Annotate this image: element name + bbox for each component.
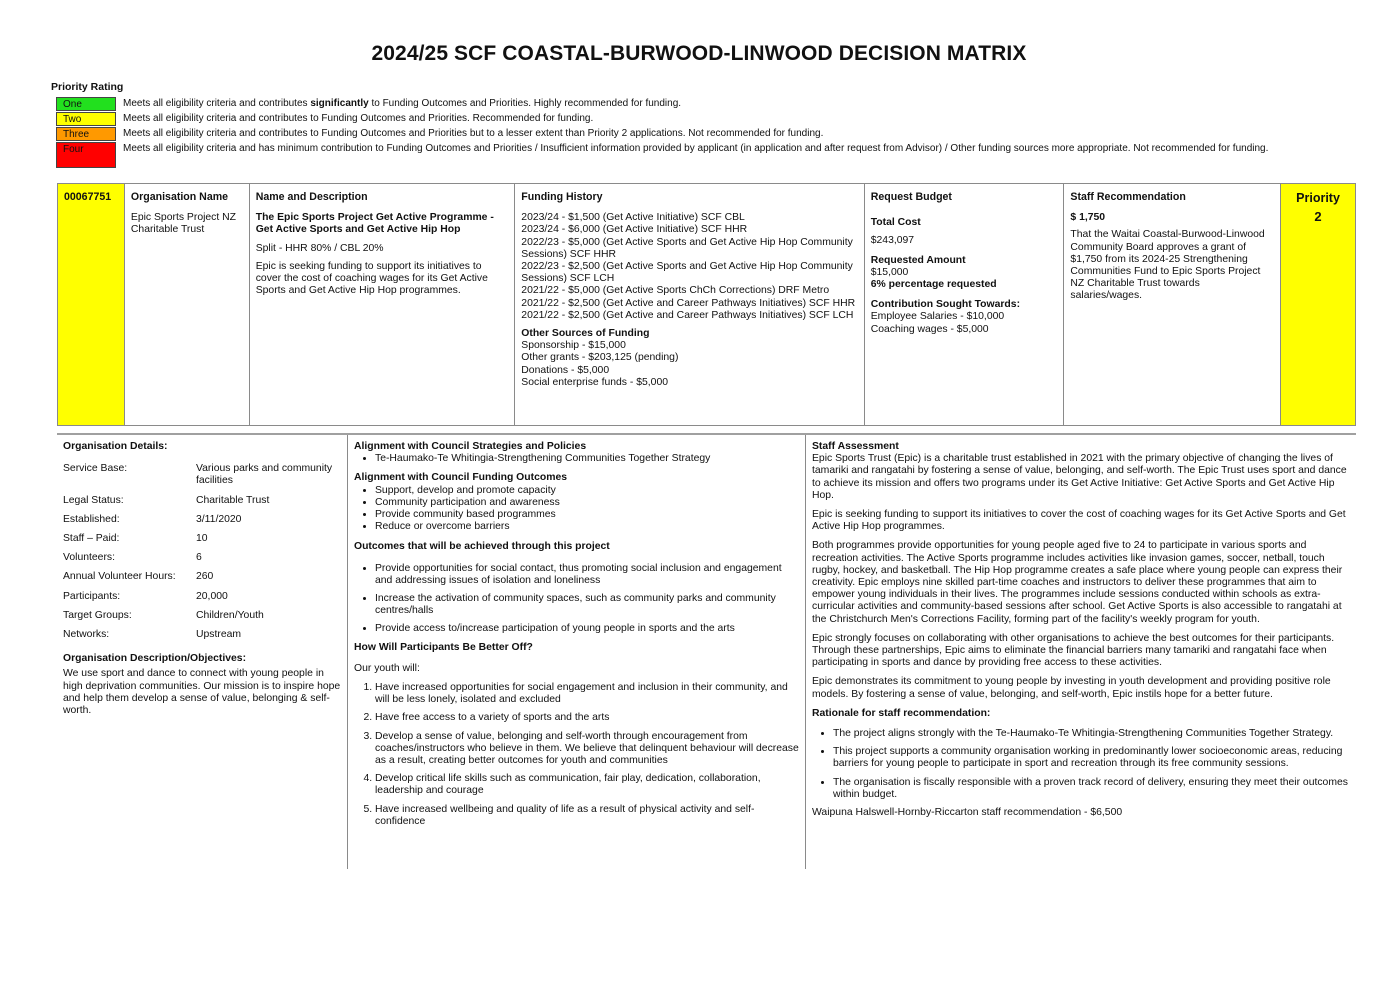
list-item: 5. Have increased wellbeing and quality of life as a result of physical activity and self-confidence	[375, 804, 799, 828]
assessment-paragraph: Epic is seeking funding to support its initiatives to cover the cost of coaching wages for its Get Active Sports and Get Active Hip Hop programmes.	[812, 509, 1346, 533]
detail-row-target-groups: Target Groups: Children/Youth	[63, 609, 264, 621]
detail-row-participants: Participants: 20,000	[63, 590, 228, 602]
alignment-panel	[348, 435, 806, 869]
contribution-item: Coaching wages - $5,000	[870, 323, 989, 335]
detail-row-volunteers: Volunteers: 6	[63, 552, 202, 564]
other-source-item: Sponsorship - $15,000	[521, 340, 626, 352]
history-item: 2022/23 - $2,500 (Get Active Sports and Get Active Hip Hop Community Sessions) SCF LCH	[521, 261, 853, 285]
legend-row-three	[56, 127, 1316, 141]
list-item: • Provide community based programmes	[375, 509, 799, 521]
funding-outcomes-header: Alignment with Council Funding Outcomes	[354, 472, 567, 484]
application-id-cell	[58, 184, 125, 425]
assessment-paragraph: Epic strongly focuses on collaborating with other organisations to achieve the best outcomes for their participants. Through these partnerships, Epic aims to eliminate the financial barriers many tamariki and rangatahi face when participating in sports and dance by providing free access to these activities.	[812, 632, 1335, 669]
staff-assessment-panel	[806, 435, 1356, 869]
requested-amount-label: Requested Amount	[870, 254, 966, 266]
list-item: • Provide access to/increase participation of young people in sports and the arts	[375, 623, 799, 635]
detail-row-legal-status: Legal Status: Charitable Trust	[63, 494, 270, 506]
description-header: Name and Description	[255, 191, 368, 203]
funding-history-header: Funding History	[521, 191, 603, 203]
priority-four-swatch: Four	[56, 142, 116, 168]
priority-cell	[1281, 184, 1355, 425]
funding-history-cell	[515, 184, 864, 425]
priority-two-swatch: Two	[56, 112, 116, 126]
project-name: The Epic Sports Project Get Active Programme - Get Active Sports and Get Active Hip Hop	[255, 212, 494, 236]
project-description: Epic is seeking funding to support its initiatives to cover the cost of coaching wages for its Get Active Sports and Get Active Hip Hop programmes.	[255, 260, 488, 297]
list-item: 4. Develop critical life skills such as communication, fair play, dedication, collaboration, leadership and courage	[375, 773, 799, 797]
detail-row-volunteer-hours: Annual Volunteer Hours: 260	[63, 571, 214, 583]
detail-row-established: Established: 3/11/2020	[63, 513, 242, 525]
list-item: • The project aligns strongly with the Te-Haumako-Te Whitingia-Strengthening Communities Together Strategy.	[833, 728, 1350, 740]
priority-two-text: Meets all eligibility criteria and contributes to Funding Outcomes and Priorities. Recommended for funding.	[123, 113, 594, 124]
priority-value: 2	[1314, 209, 1322, 225]
priority-one-swatch: One	[56, 97, 116, 111]
recommended-amount: $ 1,750	[1070, 212, 1106, 224]
list-item: • Provide opportunities for social contact, thus promoting social inclusion and engagement and addressing issues of isolation and loneliness	[375, 563, 799, 587]
strategies-header: Alignment with Council Strategies and Policies	[354, 441, 587, 452]
org-details-header: Organisation Details:	[63, 441, 168, 452]
priority-header: Priority	[1296, 191, 1340, 205]
funding-outcomes-list	[354, 485, 799, 534]
other-source-item: Donations - $5,000	[521, 364, 610, 376]
list-item: 2. Have free access to a variety of sports and the arts	[375, 712, 799, 724]
staff-recommendation-cell	[1064, 184, 1281, 425]
detail-row-staff-paid: Staff – Paid: 10	[63, 533, 208, 545]
priority-legend	[56, 97, 1316, 169]
list-item: 3. Develop a sense of value, belonging and self-worth through encouragement from coaches/instructors who believe in them. We believe that delinquent behaviour will decrease as a result, creating better outcomes for youth and communities	[375, 731, 799, 768]
legend-row-four	[56, 142, 1316, 168]
list-item: • Reduce or overcome barriers	[375, 521, 799, 533]
history-item: 2023/24 - $1,500 (Get Active Initiative) SCF CBL	[521, 212, 745, 224]
priority-one-text: Meets all eligibility criteria and contributes significantly to Funding Outcomes and Priorities. Highly recommended for funding.	[123, 98, 682, 109]
priority-three-swatch: Three	[56, 127, 116, 141]
better-off-list	[354, 682, 799, 828]
requested-amount-value: $15,000	[870, 266, 909, 278]
assessment-paragraph: Both programmes provide opportunities for young people aged five to 24 to participate in various sports and recreation activities. The Active Sports programme includes activities like invasion games, soccer, netball, touch rugby, hockey, and basketball. The Hip Hop programme creates a safe place where young people can express their creativity. Epic employs nine skilled part-time coaches and instructors to deliver these programmes that aim to empower young individuals in their lives. The programmes include sessions conducted within schools as extra-curricular activities and community-based sessions after school. Get Active Sports is also accessible to rangatahi at the Christchurch Men's Corrections Facility, forming part of the facility's weekly program for youth.	[812, 540, 1343, 625]
priority-three-text: Meets all eligibility criteria and contributes to Funding Outcomes and Priorities but to a lesser extent than Priority 2 applications. Not recommended for funding.	[123, 128, 824, 139]
org-description: We use sport and dance to connect with young people in high deprivation communities. Our mission is to inspire hope and help them develop a sense of value, belonging & self-worth.	[63, 668, 341, 717]
strategies-list	[354, 453, 799, 465]
history-item: 2022/23 - $5,000 (Get Active Sports and Get Active Hip Hop Community Sessions) SCF HHR	[521, 236, 853, 260]
decision-matrix-row	[57, 183, 1356, 426]
assessment-paragraph: Epic Sports Trust (Epic) is a charitable trust established in 2021 with the primary objective of changing the lives of tamariki and rangatahi by fostering a sense of value, belonging, and self-worth. The Epic Trust uses sport and dance to achieve its mission and offers two programs under its Get Active Initiative: Get Active Sports and Get Active Hip Hop.	[812, 453, 1347, 501]
list-item: • Te-Haumako-Te Whitingia-Strengthening Communities Together Strategy	[375, 453, 799, 465]
application-id: 00067751	[64, 191, 112, 203]
rationale-header: Rationale for staff recommendation:	[812, 707, 991, 719]
staff-recommendation-header: Staff Recommendation	[1070, 191, 1186, 203]
page-title: 2024/25 SCF COASTAL-BURWOOD-LINWOOD DECISION MATRIX	[371, 42, 1027, 65]
description-cell	[250, 184, 516, 425]
contribution-item: Employee Salaries - $10,000	[870, 311, 1005, 323]
list-item: • The organisation is fiscally responsible with a proven track record of delivery, ensuring they meet their outcomes within budget.	[833, 777, 1350, 801]
percentage-requested: 6% percentage requested	[870, 279, 997, 291]
organisation-cell	[125, 184, 250, 425]
other-source-item: Social enterprise funds - $5,000	[521, 376, 669, 388]
staff-assessment-header: Staff Assessment	[812, 441, 899, 452]
total-cost-label: Total Cost	[870, 217, 921, 229]
legend-row-two	[56, 112, 1316, 126]
achieved-outcomes-header: Outcomes that will be achieved through this project	[354, 541, 610, 553]
legend-row-one	[56, 97, 1316, 111]
total-cost-value: $243,097	[870, 235, 915, 247]
rationale-list	[812, 728, 1350, 801]
request-budget-cell	[865, 184, 1065, 425]
assessment-paragraph: Epic demonstrates its commitment to young people by investing in youth development and providing positive role models. By fostering a sense of value, belonging, and self-worth, Epic instils hope for a better future.	[812, 676, 1331, 700]
history-item: 2021/22 - $2,500 (Get Active and Career Pathways Initiatives) SCF LCH	[521, 309, 854, 321]
other-sources-header: Other Sources of Funding	[521, 328, 650, 340]
request-budget-header: Request Budget	[870, 191, 952, 203]
org-name-header: Organisation Name	[130, 191, 229, 203]
list-item: 1. Have increased opportunities for social engagement and inclusion in their community, and will be less lonely, isolated and excluded	[375, 682, 799, 706]
contribution-label: Contribution Sought Towards:	[870, 299, 1021, 311]
recommendation-text: That the Waitai Coastal-Burwood-Linwood Community Board approves a grant of $1,750 from its 2024-25 Strengthening Communities Fund to Epic Sports Project NZ Charitable Trust towards salaries/wages.	[1070, 229, 1265, 302]
list-item: • Increase the activation of community spaces, such as community parks and community centres/halls	[375, 593, 799, 617]
org-description-header: Organisation Description/Objectives:	[63, 653, 247, 665]
achieved-outcomes-list	[354, 563, 799, 636]
other-source-item: Other grants - $203,125 (pending)	[521, 352, 679, 364]
org-name: Epic Sports Project NZ Charitable Trust	[130, 212, 236, 236]
history-item: 2021/22 - $2,500 (Get Active and Career Pathways Initiatives) SCF HHR	[521, 297, 856, 309]
better-off-header: How Will Participants Be Better Off?	[354, 641, 533, 653]
organisation-details-panel	[57, 435, 348, 869]
youth-intro: Our youth will:	[354, 662, 420, 674]
list-item: • Community participation and awareness	[375, 497, 799, 509]
priority-four-text: Meets all eligibility criteria and has minimum contribution to Funding Outcomes and Priorities / Insufficient information provided by applicant (in application and after request from Advisor) / Other funding sources more appropriate. Not recommended for funding.	[123, 143, 1269, 154]
history-item: 2021/22 - $5,000 (Get Active Sports ChCh Corrections) DRF Metro	[521, 285, 830, 297]
priority-rating-title: Priority Rating	[51, 81, 124, 93]
other-board-recommendation: Waipuna Halswell-Hornby-Riccarton staff recommendation - $6,500	[812, 807, 1123, 819]
detail-row-networks: Networks: Upstream	[63, 629, 242, 641]
list-item: • This project supports a community organisation working in predominantly lower socioeconomic areas, reducing barriers for young people to participate in sport and recreation through its free community sessions.	[833, 746, 1350, 770]
funding-split: Split - HHR 80% / CBL 20%	[255, 242, 384, 254]
history-item: 2023/24 - $6,000 (Get Active Initiative) SCF HHR	[521, 224, 748, 236]
detail-row-service-base: Service Base: Various parks and community facilities	[63, 463, 333, 487]
list-item: • Support, develop and promote capacity	[375, 485, 799, 497]
